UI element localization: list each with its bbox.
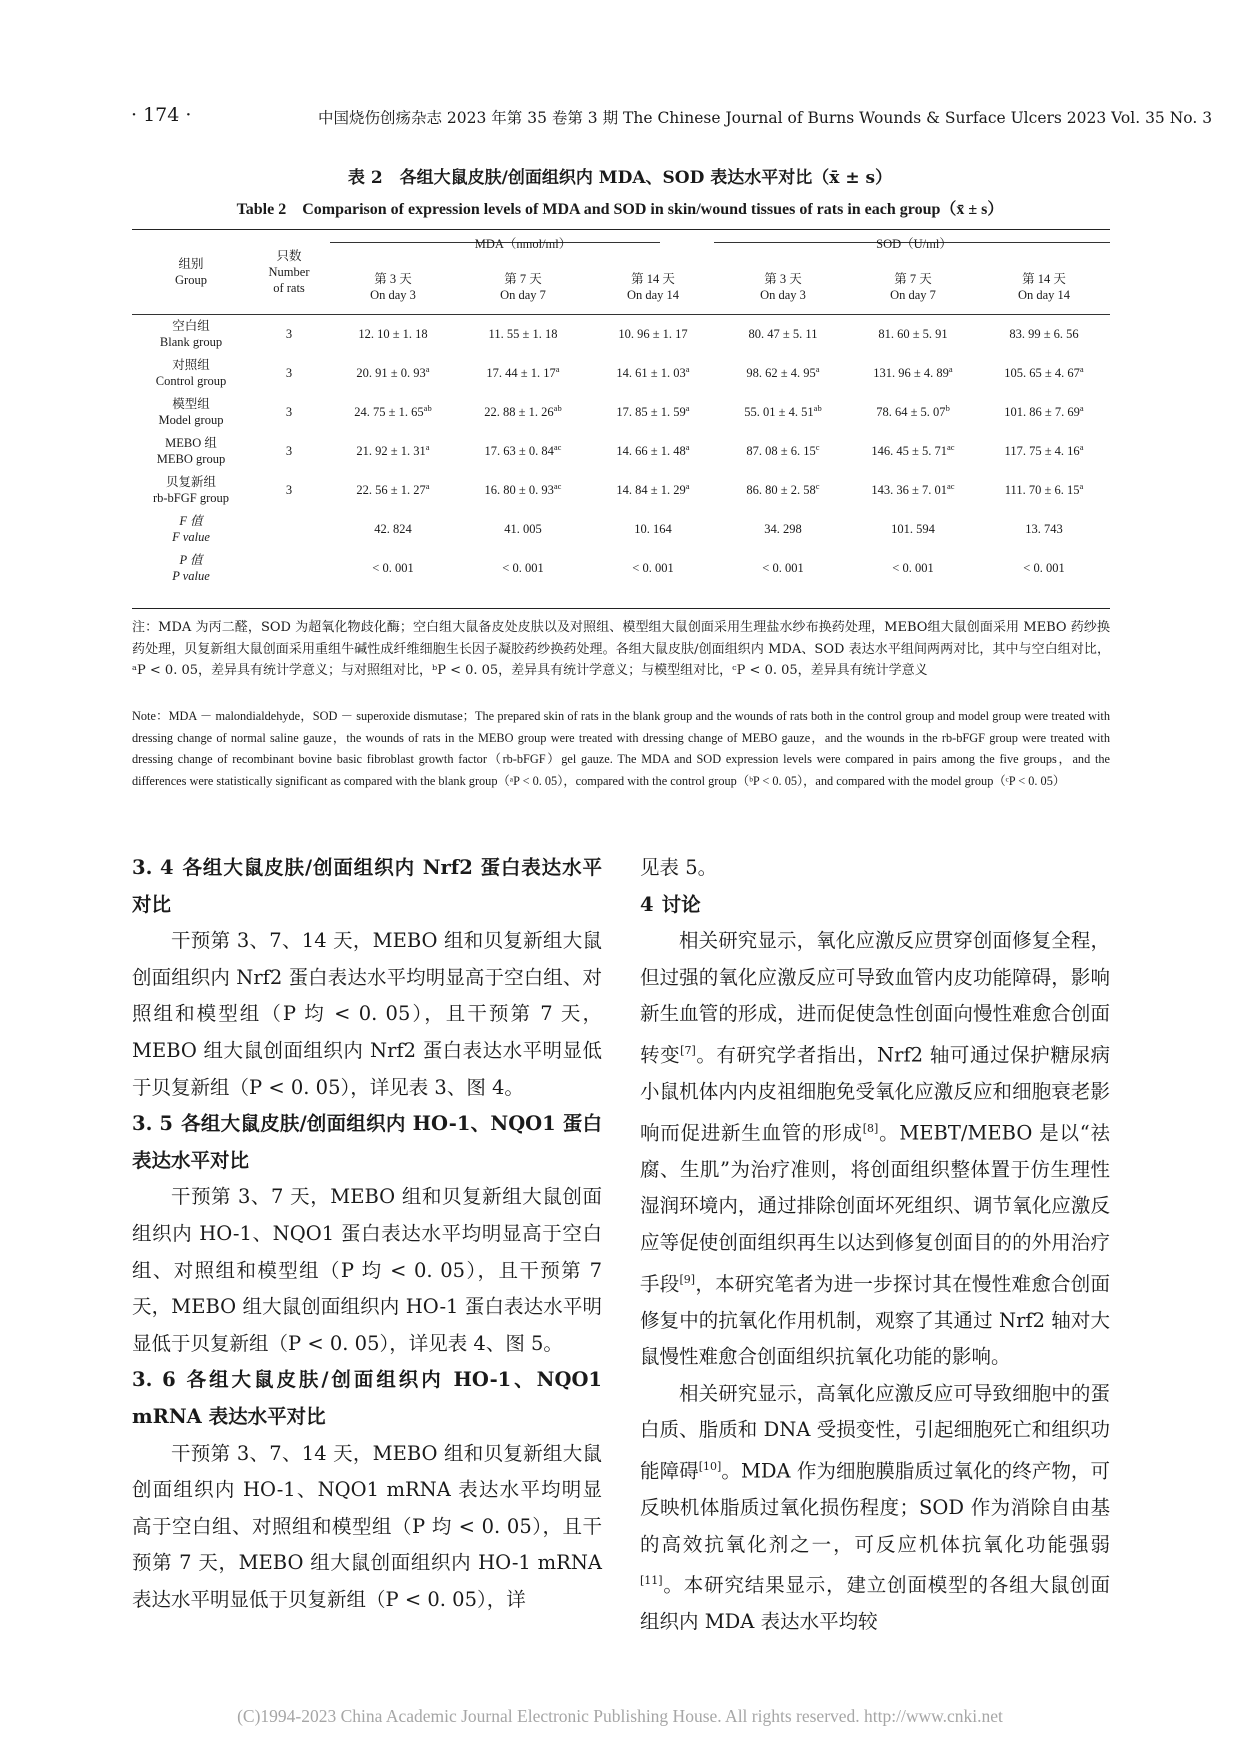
value-cell: 81. 60 ± 5. 91 xyxy=(878,327,948,342)
value-cell: 117. 75 ± 4. 16$^a$ xyxy=(1004,441,1084,459)
stat-value-cell: 34. 298 xyxy=(764,521,802,536)
day-header: 第 14 天 On day 14 xyxy=(626,271,680,302)
table-note-zh: 注：MDA 为丙二醛，SOD 为超氧化物歧化酶；空白组大鼠备皮处皮肤以及对照组、模型组大鼠创面采用生理盐水纱布换药处理，MEBO组大鼠创面采用 MEBO 药纱换药处理，贝复新组大鼠创面采用重组牛碱性成纤维细胞生长因子凝胶药纱换药处理。各组大鼠皮肤/创面组织内 MDA、SOD 表达水平组间两两对比，其中与空白组对比，ᵃP < 0. 05，差异具有统计学意义；与对照组对比，ᵇP < 0. 05，差异具有统计学意义；与模型组对比，ᶜP < 0. 05，差异具有统计学意义 xyxy=(132,620,1110,678)
stat-value-cell: < 0. 001 xyxy=(1023,560,1065,575)
p-value-row xyxy=(132,548,1110,587)
stat-value-cell: 101. 594 xyxy=(891,521,935,536)
stat-value-cell: 42. 824 xyxy=(374,521,412,536)
value-cell: 14. 61 ± 1. 03$^a$ xyxy=(616,363,690,381)
value-cell: 101. 86 ± 7. 69$^a$ xyxy=(1004,402,1084,420)
value-cell: 16. 80 ± 0. $93^{ac}$ xyxy=(484,480,562,498)
day-header: 第 7 天 On day 7 xyxy=(500,271,546,302)
empty-cell xyxy=(250,509,328,548)
stat-value-cell: < 0. 001 xyxy=(632,560,674,575)
n-header: 只数 Number of rats xyxy=(268,248,310,295)
table-row xyxy=(132,314,1110,353)
group-cell: 模型组 Model group xyxy=(158,396,224,427)
sod-header: SOD（U/ml） xyxy=(876,237,952,251)
table-bottom-rule xyxy=(132,608,1110,609)
table-row xyxy=(132,392,1110,431)
paragraph: 干预第 3、7、14 天，MEBO 组和贝复新组大鼠创面组织内 Nrf2 蛋白表达水平均明显高于空白组、对照组和模型组（P 均 < 0. 05），且干预第 7 天，MEBO 组大鼠创面组织内 Nrf2 蛋白表达水平明显低于贝复新组（P < 0. 05），详见表 3、图 4。 xyxy=(132,929,602,1099)
citation: [9] xyxy=(679,1272,696,1286)
group-cell: MEBO 组 MEBO group xyxy=(156,435,226,466)
n-cell: 3 xyxy=(285,326,293,341)
day-header: 第 14 天 On day 14 xyxy=(1017,271,1071,302)
value-cell: 11. 55 ± 1. 18 xyxy=(488,327,558,342)
section-3-4-heading: 3. 4 各组大鼠皮肤/创面组织内 Nrf2 蛋白表达水平对比 xyxy=(132,856,602,916)
value-cell: 55. 01 ± 4. $51^{ab}$ xyxy=(744,402,822,420)
value-cell: 22. 88 ± 1. $26^{ab}$ xyxy=(484,402,562,420)
section-3-6-heading: 3. 6 各组大鼠皮肤/创面组织内 HO-1、NQO1 mRNA 表达水平对比 xyxy=(132,1368,602,1428)
value-cell: 17. 85 ± 1. 59$^a$ xyxy=(616,402,690,420)
value-cell: 98. 62 ± 4. 95$^a$ xyxy=(746,363,820,381)
value-cell: 143. 36 ± 7. $01^{ac}$ xyxy=(871,480,955,498)
running-head: 中国烧伤创疡杂志 2023 年第 35 卷第 3 期 The Chinese Journal of Burns Wounds & Surface Ulcers 2023 Vol. 35 No. 3 xyxy=(318,109,1213,127)
table-row xyxy=(132,431,1110,470)
value-cell: 86. 80 ± 2. 58$^c$ xyxy=(746,480,820,498)
value-cell: 17. 63 ± 0. $84^{ac}$ xyxy=(484,441,562,459)
citation: [10] xyxy=(698,1460,722,1473)
left-column xyxy=(132,850,602,1618)
value-cell: 78. 64 ± 5. 07$^b$ xyxy=(876,402,950,420)
n-cell: 3 xyxy=(285,482,293,497)
value-cell: 14. 84 ± 1. 29$^a$ xyxy=(616,480,690,498)
paragraph: 干预第 3、7、14 天，MEBO 组和贝复新组大鼠创面组织内 HO-1、NQO1 mRNA 表达水平均明显高于空白组、对照组和模型组（P 均 < 0. 05），且干预第 7 天，MEBO 组大鼠创面组织内 HO-1 mRNA 表达水平明显低于贝复新组（P < 0. 05），详 xyxy=(132,1441,602,1611)
n-cell: 3 xyxy=(285,365,293,380)
value-cell: 111. 70 ± 6. 15$^a$ xyxy=(1004,480,1084,498)
group-cell: 贝复新组 rb-bFGF group xyxy=(152,474,230,505)
citation: [7] xyxy=(680,1043,696,1057)
value-cell: 105. 65 ± 4. 67$^a$ xyxy=(1004,363,1084,381)
value-cell: 10. 96 ± 1. 17 xyxy=(618,327,688,342)
group-header: 组别 Group xyxy=(175,256,207,287)
n-cell: 3 xyxy=(285,404,293,419)
table-row xyxy=(132,470,1110,509)
value-cell: 12. 10 ± 1. 18 xyxy=(358,327,428,342)
copyright-footer: (C)1994-2023 China Academic Journal Electronic Publishing House. All rights reserved. http://www.cnki.net xyxy=(237,1706,1003,1726)
paragraph: 干预第 3、7 天，MEBO 组和贝复新组大鼠创面组织内 HO-1、NQO1 蛋白表达水平均明显高于空白组、对照组和模型组（P 均 < 0. 05），且干预第 7 天，MEBO 组大鼠创面组织内 HO-1 蛋白表达水平明显低于贝复新组（P < 0. 05），详见表 4、图 5。 xyxy=(132,1185,602,1355)
stat-value-cell: 10. 164 xyxy=(634,521,672,536)
stat-value-cell: < 0. 001 xyxy=(762,560,804,575)
value-cell: 131. 96 ± 4. 89$^a$ xyxy=(873,363,953,381)
table-note-en: Note：MDA － malondialdehyde，SOD － superoxide dismutase；The prepared skin of rats in the blank group and the wounds of rats both in the control group and model group were treated with dressing change of normal saline gauze，the wounds of rats in the MEBO group were treated with dressing change of MEBO gauze，and the wounds in the rb-bFGF group were treated with dressing change of recombinant bovine basic fibroblast growth factor（rb-bFGF）gel gauze. The MDA and SOD expression levels were compared in pairs among the five groups，and the differences were statistically significant as compared with the blank group（ᵃP < 0. 05），compared with the control group（ᵇP < 0. 05），and compared with the model group（ᶜP < 0. 05） xyxy=(132,709,1110,788)
value-cell: 17. 44 ± 1. 17$^a$ xyxy=(486,363,560,381)
mda-header: MDA（nmol/ml） xyxy=(474,237,572,251)
paragraph-continuation: 见表 5。 xyxy=(640,856,718,879)
section-3-5-heading: 3. 5 各组大鼠皮肤/创面组织内 HO-1、NQO1 蛋白表达水平对比 xyxy=(132,1112,602,1172)
stat-value-cell: 41. 005 xyxy=(504,521,542,536)
stat-value-cell: < 0. 001 xyxy=(892,560,934,575)
data-table xyxy=(132,229,1110,587)
stat-value-cell: 13. 743 xyxy=(1025,521,1063,536)
citation: [8] xyxy=(862,1121,879,1135)
right-column xyxy=(640,850,1110,1641)
page-number: · 174 · xyxy=(131,104,192,126)
group-cell: 对照组 Control group xyxy=(155,357,227,388)
group-cell: 空白组 Blank group xyxy=(159,318,223,349)
citation: [11] xyxy=(640,1574,663,1588)
table-row xyxy=(132,353,1110,392)
stat-value-cell: < 0. 001 xyxy=(502,560,544,575)
day-header: 第 3 天 On day 3 xyxy=(370,271,416,302)
n-cell: 3 xyxy=(285,443,293,458)
value-cell: 20. 91 ± 0. 93$^a$ xyxy=(356,363,430,381)
stat-label-cell: P 值 P value xyxy=(172,552,210,583)
f-value-row xyxy=(132,509,1110,548)
table-caption-zh: 表 2 各组大鼠皮肤/创面组织内 MDA、SOD 表达水平对比（x̄ ± s） xyxy=(347,168,893,188)
value-cell: 22. 56 ± 1. 27$^a$ xyxy=(356,480,430,498)
value-cell: 80. 47 ± 5. 11 xyxy=(748,327,818,342)
empty-cell xyxy=(250,548,328,587)
value-cell: 24. 75 ± 1. $65^{ab}$ xyxy=(354,402,432,420)
value-cell: 83. 99 ± 6. 56 xyxy=(1009,327,1079,342)
value-cell: 146. 45 ± 5. $71^{ac}$ xyxy=(871,441,955,459)
value-cell: 87. 08 ± 6. 15$^c$ xyxy=(746,441,820,459)
stat-label-cell: F 值 F value xyxy=(172,513,210,544)
section-4-heading: 4 讨论 xyxy=(640,892,701,916)
value-cell: 21. 92 ± 1. 31$^a$ xyxy=(356,441,430,459)
stat-value-cell: < 0. 001 xyxy=(372,560,414,575)
day-header: 第 3 天 On day 3 xyxy=(760,271,806,302)
paragraph: 相关研究显示，高氧化应激反应可导致细胞中的蛋白质、脂质和 DNA 受损变性，引起细胞死亡和组织功能障碍[10]。MDA 作为细胞膜脂质过氧化的终产物，可反映机体脂质过氧化损伤程度；SOD 作为消除自由基的高效抗氧化剂之一，可反应机体抗氧化功能强弱[11]。本研究结果显示，建立创面模型的各组大鼠创面组织内 MDA 表达水平均较 xyxy=(640,1381,1110,1634)
table-caption-en: Table 2 Comparison of expression levels of MDA and SOD in skin/wound tissues of rats in each group（x̄ ± s） xyxy=(236,201,1004,218)
value-cell: 14. 66 ± 1. 48$^a$ xyxy=(616,441,690,459)
day-header: 第 7 天 On day 7 xyxy=(890,271,936,302)
paragraph: 相关研究显示，氧化应激反应贯穿创面修复全程，但过强的氧化应激反应可导致血管内皮功能障碍，影响新生血管的形成，进而促使急性创面向慢性难愈合创面转变[7]。有研究学者指出，Nrf2 轴可通过保护糖尿病小鼠机体内内皮祖细胞免受氧化应激反应和细胞衰老影响而促进新生血管的形成[8]。MEBT/MEBO 是以“祛腐、生肌”为治疗准则，将创面组织整体置于仿生理性湿润环境内，通过排除创面坏死组织、调节氧化应激反应等促使创面组织再生以达到修复创面目的的外用治疗手段[9]，本研究笔者为进一步探讨其在慢性难愈合创面修复中的抗氧化作用机制，观察了其通过 Nrf2 轴对大鼠慢性难愈合创面组织抗氧化功能的影响。 xyxy=(640,929,1110,1369)
